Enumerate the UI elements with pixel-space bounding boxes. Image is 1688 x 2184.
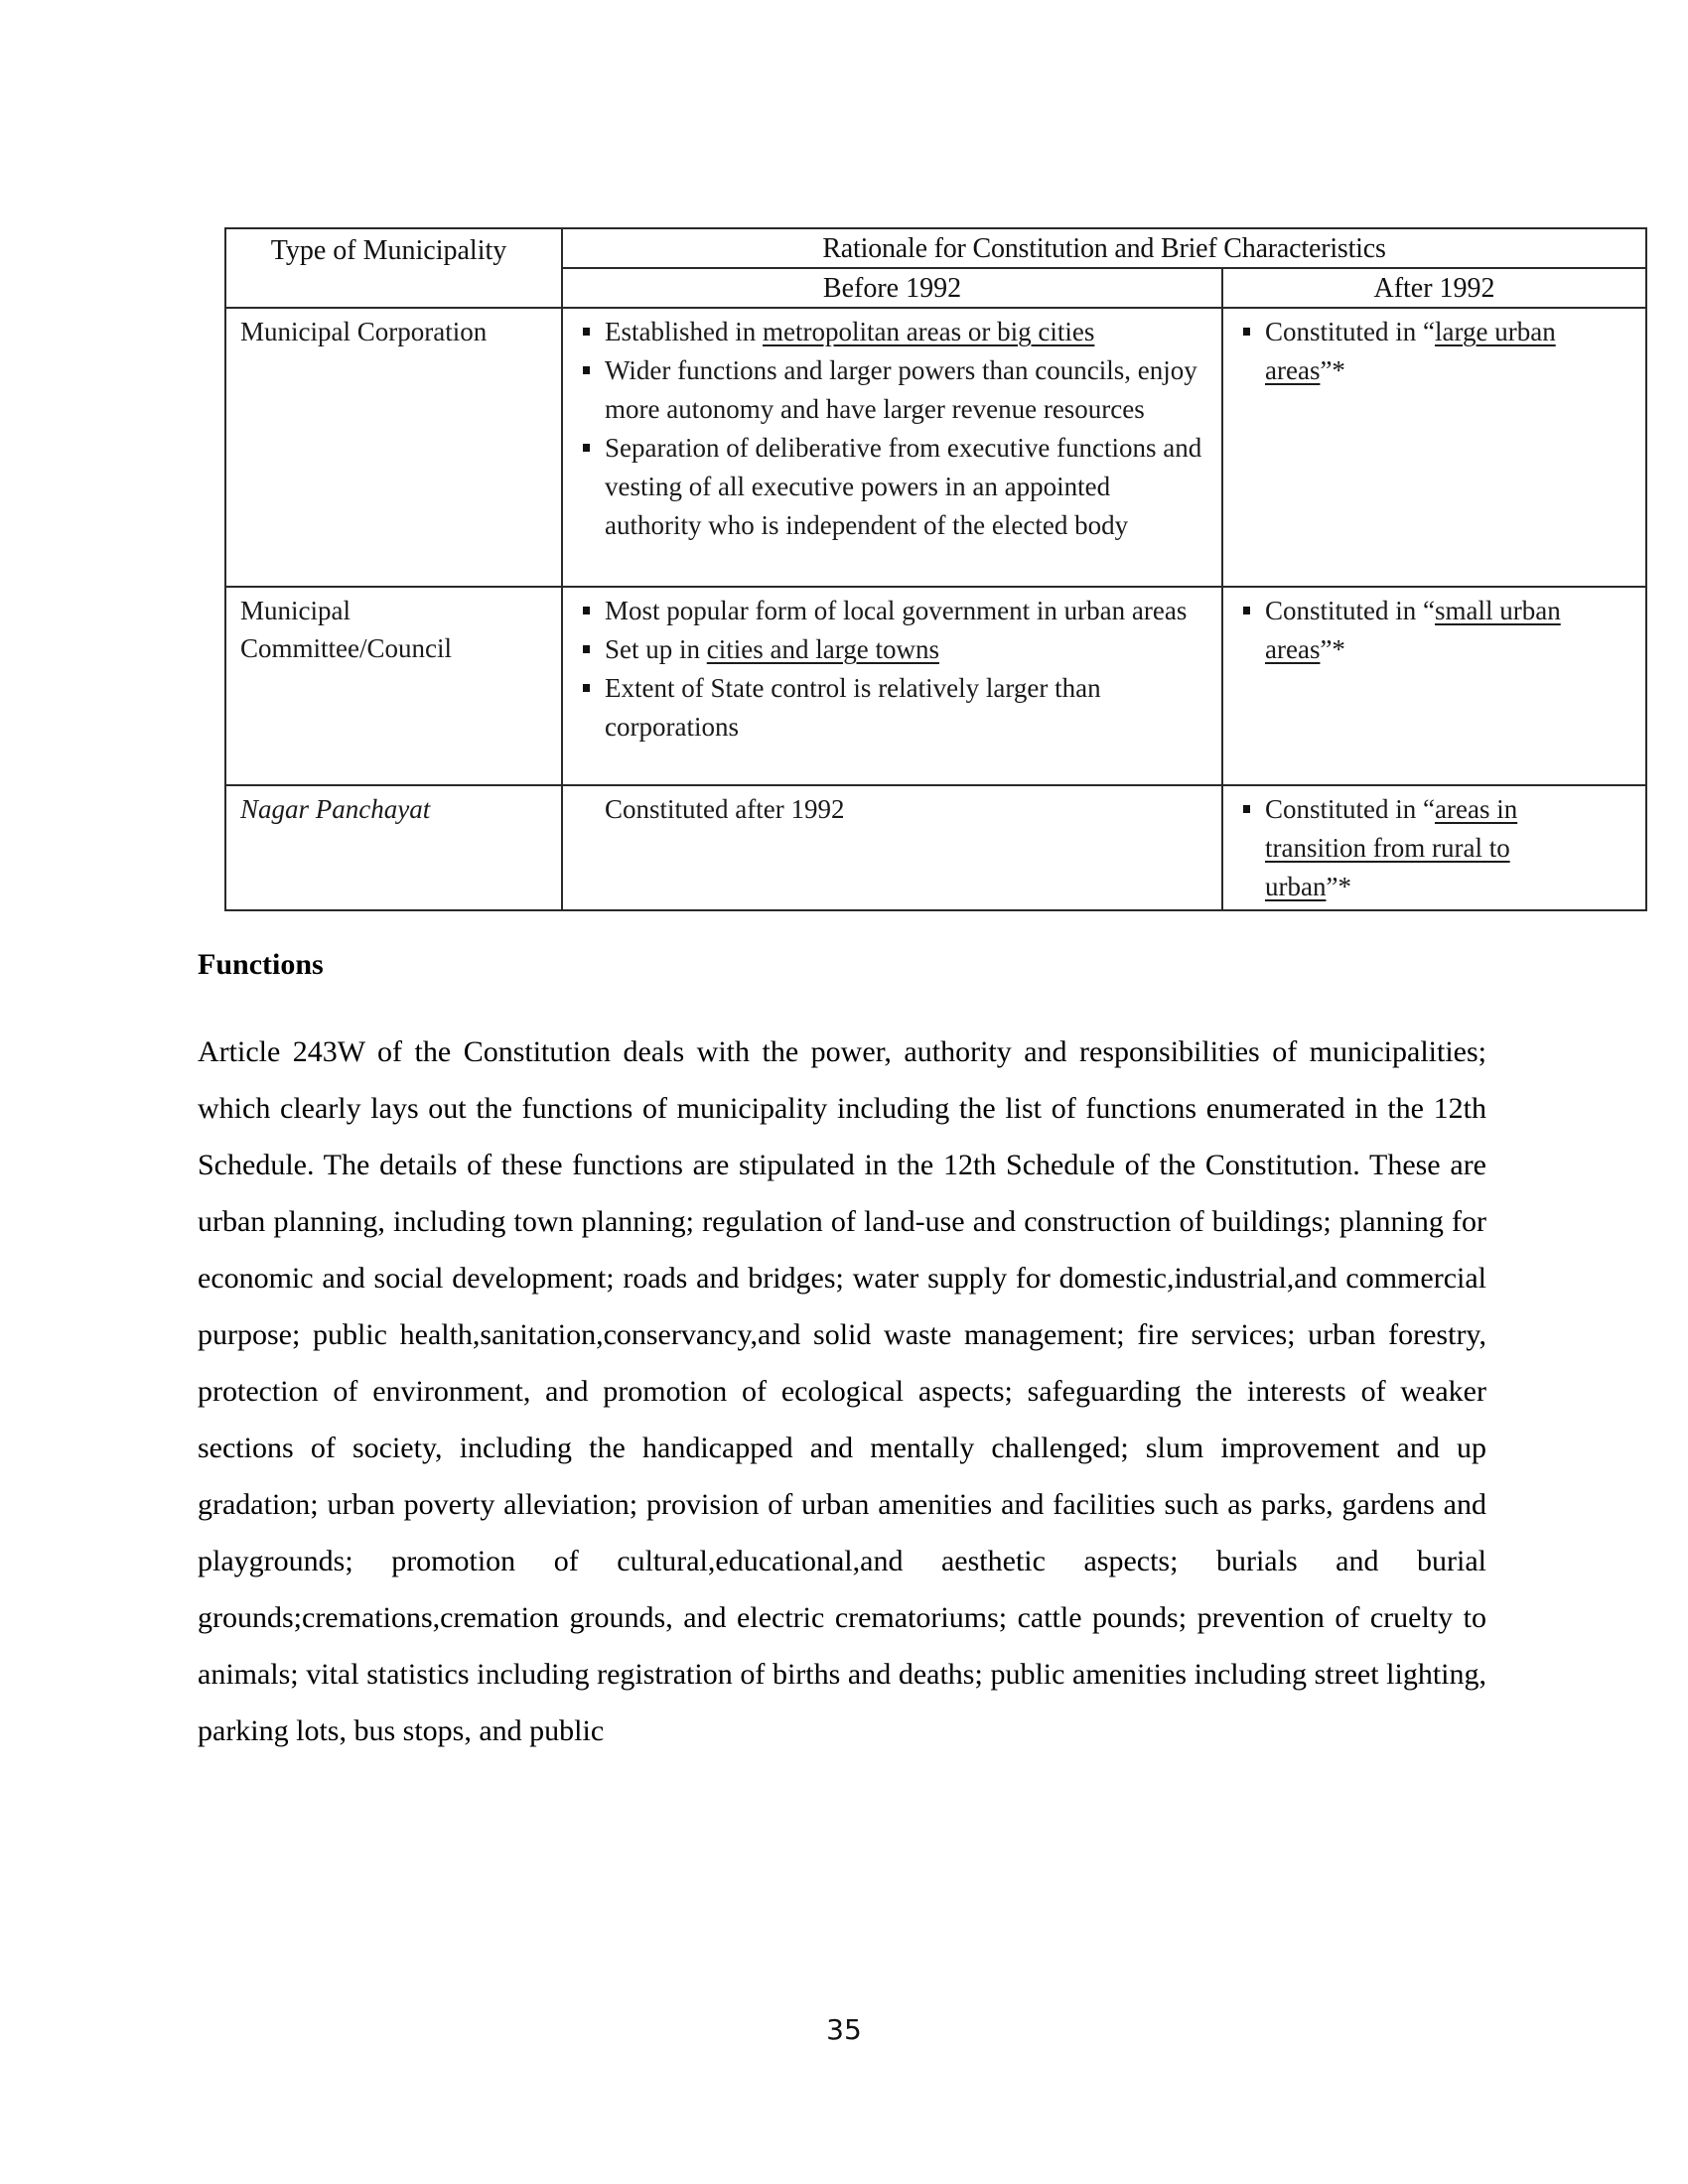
bullet-item: Set up in cities and large towns: [583, 630, 1211, 669]
square-bullet-icon: [1243, 805, 1250, 813]
bullet-item: Constituted in “large urban areas”*: [1243, 313, 1635, 390]
square-bullet-icon: [583, 444, 590, 452]
bullet-item: Constituted in “areas in transition from rural to urban”*: [1243, 790, 1556, 906]
bullet-item: Constituted in “small urban areas”*: [1243, 592, 1635, 669]
bullet-list: [563, 588, 1221, 747]
after-1992-cell: [1222, 587, 1646, 785]
header-before-1992: Before 1992: [562, 268, 1222, 308]
header-after-1992: After 1992: [1222, 268, 1646, 308]
table-row: [225, 308, 1646, 587]
square-bullet-icon: [583, 366, 590, 374]
before-1992-cell: [562, 587, 1222, 785]
bullet-list: [563, 309, 1221, 545]
bullet-list: [1223, 786, 1645, 906]
square-bullet-icon: [583, 328, 590, 336]
square-bullet-icon: [583, 645, 590, 653]
section-heading: Functions: [198, 948, 324, 981]
bullet-item: Separation of deliberative from executive functions and vesting of all executive powers in an appointed authority who is independent of the elected body: [583, 429, 1211, 545]
square-bullet-icon: [1243, 328, 1250, 336]
header-rationale: Rationale for Constitution and Brief Characteristics: [562, 228, 1646, 268]
type-cell: Nagar Panchayat: [225, 785, 562, 910]
square-bullet-icon: [583, 607, 590, 614]
after-1992-cell: [1222, 308, 1646, 587]
type-cell: Municipal Corporation: [225, 308, 562, 587]
table-row: [225, 785, 1646, 910]
bullet-item: Wider functions and larger powers than councils, enjoy more autonomy and have larger revenue resources: [583, 351, 1211, 429]
municipality-types-table: [224, 227, 1647, 911]
bullet-list: [1223, 588, 1645, 669]
bullet-item: Most popular form of local government in urban areas: [583, 592, 1211, 630]
bullet-list: [1223, 309, 1645, 390]
type-cell: Municipal Committee/Council: [225, 587, 562, 785]
page-number: 35: [826, 2013, 862, 2046]
header-type-of-municipality: Type of Municipality: [225, 228, 562, 308]
bullet-item: Established in metropolitan areas or big cities: [583, 313, 1211, 351]
before-1992-cell: Constituted after 1992: [562, 785, 1222, 910]
square-bullet-icon: [583, 684, 590, 692]
bullet-item: Extent of State control is relatively larger than corporations: [583, 669, 1211, 747]
after-1992-cell: [1222, 785, 1646, 910]
table-row: [225, 587, 1646, 785]
square-bullet-icon: [1243, 607, 1250, 614]
functions-paragraph: Article 243W of the Constitution deals with the power, authority and responsibilities of municipalities; which clearly lays out the functions of municipality including the list of functions enumerated in the 12th Schedule. The details of these functions are stipulated in the 12th Schedule of the Constitution. These are urban planning, including town planning; regulation of land-use and construction of buildings; planning for economic and social development; roads and bridges; water supply for domestic,industrial,and commercial purpose; public health,sanitation,conservancy,and solid waste management; fire services; urban forestry, protection of environment, and promotion of ecological aspects; safeguarding the interests of weaker sections of society, including the handicapped and mentally challenged; slum improvement and up gradation; urban poverty alleviation; provision of urban amenities and facilities such as parks, gardens and playgrounds; promotion of cultural,educational,and aesthetic aspects; burials and burial grounds;cremations,cremation grounds, and electric crematoriums; cattle pounds; prevention of cruelty to animals; vital statistics including registration of births and deaths; public amenities including street lighting, parking lots, bus stops, and public: [198, 1035, 1486, 1747]
before-1992-cell: [562, 308, 1222, 587]
